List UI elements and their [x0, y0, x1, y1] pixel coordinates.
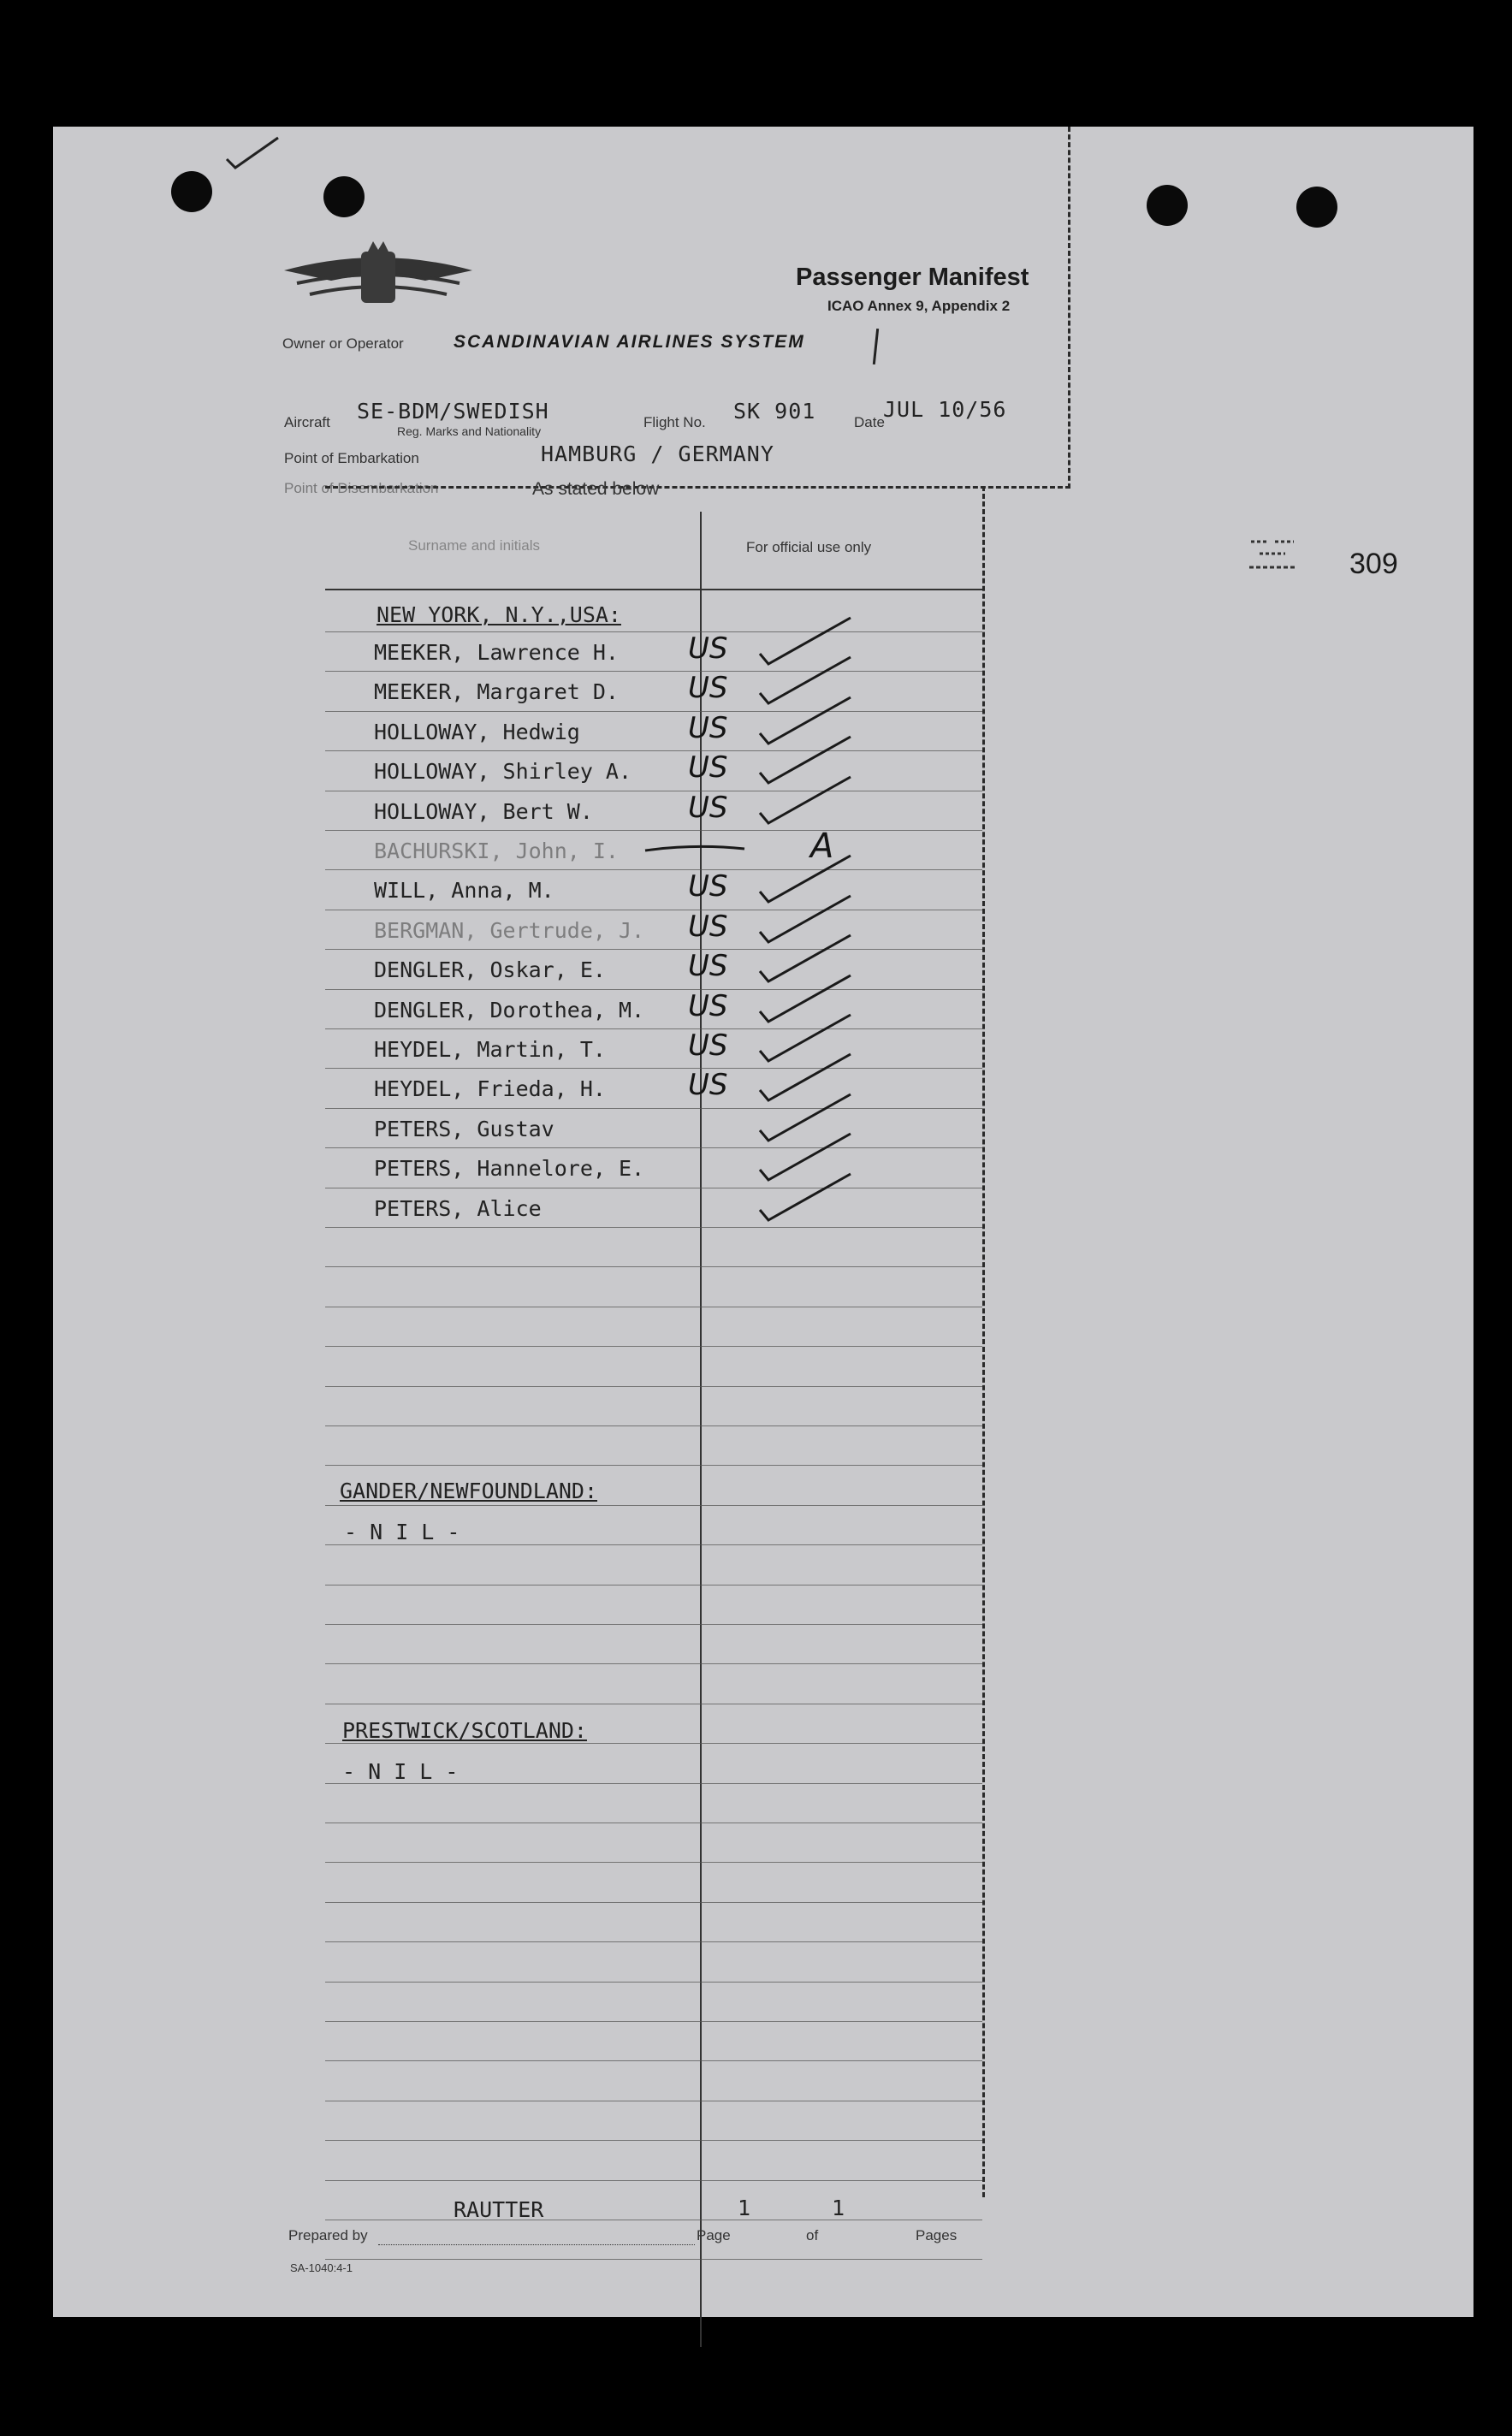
- check-mark: [756, 1171, 859, 1222]
- ruled-line: [325, 1028, 982, 1029]
- header-rule: [325, 589, 982, 590]
- ruled-line: [325, 2140, 982, 2141]
- aircraft-sublabel: Reg. Marks and Nationality: [397, 424, 542, 438]
- ruled-line: [325, 2060, 982, 2061]
- ruled-line: [325, 2180, 982, 2181]
- column-separator: [700, 512, 702, 2347]
- nationality-mark: US: [688, 790, 728, 825]
- ruled-line: [325, 2259, 982, 2260]
- punch-hole: [1147, 185, 1188, 226]
- manifest-title: Passenger Manifest: [796, 264, 1029, 291]
- ruled-line: [325, 1743, 982, 1744]
- page-label: Page: [697, 2227, 731, 2243]
- ruled-line: [325, 631, 982, 632]
- ruled-line: [325, 1624, 982, 1625]
- nationality-mark: US: [688, 1028, 728, 1063]
- ruled-line: [325, 1505, 982, 1506]
- ruled-line: [325, 1346, 982, 1347]
- passenger-name: BACHURSKI, John, I.: [374, 839, 619, 863]
- section-heading: NEW YORK, N.Y.,USA:: [377, 602, 621, 627]
- stamp-mark: [1242, 533, 1302, 584]
- col-header-surname: Surname and initials: [408, 537, 541, 554]
- passenger-name: HOLLOWAY, Shirley A.: [374, 759, 632, 785]
- disembark-label: Point of Disembarkation: [284, 480, 439, 496]
- flight-value: SK 901: [733, 399, 816, 424]
- ruled-line: [325, 1663, 982, 1664]
- ruled-line: [325, 949, 982, 950]
- ruled-line: [325, 750, 982, 751]
- annotation-mark: A: [810, 827, 834, 866]
- flight-label: Flight No.: [643, 414, 706, 430]
- ruled-line: [325, 1982, 982, 1983]
- nationality-mark: US: [688, 869, 728, 904]
- manifest-sheet: [53, 127, 1473, 2317]
- passenger-name: PETERS, Alice: [374, 1195, 542, 1221]
- of-label: of: [806, 2227, 819, 2243]
- passenger-name: HEYDEL, Frieda, H.: [374, 1076, 606, 1102]
- nationality-mark: US: [688, 949, 728, 984]
- nationality-mark: US: [688, 1068, 728, 1103]
- form-code: SA-1040:4-1: [290, 2261, 353, 2274]
- passenger-name: WILL, Anna, M.: [374, 878, 554, 904]
- passenger-name: PETERS, Gustav: [374, 1116, 554, 1141]
- passenger-name: DENGLER, Oskar, E.: [374, 957, 606, 983]
- nationality-mark: US: [688, 909, 728, 944]
- passenger-name: BERGMAN, Gertrude, J.: [374, 917, 645, 943]
- ruled-line: [325, 1386, 982, 1387]
- ruled-line: [325, 1068, 982, 1069]
- pages-label: Pages: [916, 2227, 958, 2243]
- ruled-line: [325, 1902, 982, 1903]
- corner-check-mark: [222, 133, 282, 176]
- date-value: JUL 10/56: [883, 397, 1007, 422]
- check-mark: [756, 773, 859, 825]
- embark-value: HAMBURG / GERMANY: [541, 442, 774, 466]
- nationality-mark: US: [688, 750, 728, 785]
- section-value: - N I L -: [342, 1759, 459, 1784]
- ruled-line: [325, 1266, 982, 1267]
- owner-label: Owner or Operator: [282, 335, 404, 352]
- page-number: 309: [1349, 548, 1398, 580]
- aircraft-label: Aircraft: [284, 414, 330, 430]
- passenger-name: DENGLER, Dorothea, M.: [374, 997, 645, 1022]
- punch-hole: [171, 171, 212, 212]
- dash-mark: [643, 840, 746, 857]
- prepared-by-label: Prepared by: [288, 2227, 368, 2243]
- nationality-mark: US: [688, 988, 728, 1023]
- ruled-line: [325, 1465, 982, 1466]
- ruled-line: [325, 2021, 982, 2022]
- passenger-name: MEEKER, Margaret D.: [374, 679, 619, 705]
- passenger-name: HOLLOWAY, Bert W.: [374, 798, 593, 824]
- section-heading: PRESTWICK/SCOTLAND:: [342, 1718, 587, 1743]
- nationality-mark: US: [688, 631, 728, 666]
- manifest-subtitle: ICAO Annex 9, Appendix 2: [827, 298, 1011, 314]
- airline-logo: [280, 236, 477, 317]
- nationality-mark: US: [688, 710, 728, 745]
- section-heading: GANDER/NEWFOUNDLAND:: [340, 1479, 598, 1503]
- ruled-line: [325, 1108, 982, 1109]
- prepared-line: [378, 2244, 695, 2245]
- section-value: - N I L -: [344, 1520, 460, 1544]
- prepared-by-value: RAUTTER: [454, 2197, 544, 2222]
- ruled-line: [325, 1862, 982, 1863]
- ruled-line: [325, 671, 982, 672]
- col-header-official: For official use only: [746, 539, 872, 555]
- punch-hole: [1296, 187, 1337, 228]
- embark-label: Point of Embarkation: [284, 450, 419, 466]
- disembark-value: As stated below: [532, 479, 660, 499]
- passenger-name: HEYDEL, Martin, T.: [374, 1037, 606, 1062]
- ruled-line: [325, 1227, 982, 1228]
- nationality-mark: US: [688, 671, 728, 706]
- passenger-name: HOLLOWAY, Hedwig: [374, 719, 580, 744]
- of-value: 1: [832, 2196, 845, 2220]
- ruled-line: [325, 989, 982, 990]
- owner-value: SCANDINAVIAN AIRLINES SYSTEM: [454, 332, 805, 352]
- ruled-line: [325, 1544, 982, 1545]
- ruled-line: [325, 869, 982, 870]
- passenger-name: PETERS, Hannelore, E.: [374, 1156, 645, 1182]
- ruled-line: [325, 1147, 982, 1148]
- ruled-line: [325, 711, 982, 712]
- ruled-line: [325, 1425, 982, 1426]
- ruled-line: [325, 1941, 982, 1942]
- aircraft-value: SE-BDM/SWEDISH: [357, 399, 549, 424]
- date-label: Date: [854, 414, 885, 430]
- passenger-name: MEEKER, Lawrence H.: [374, 640, 619, 665]
- page-value: 1: [738, 2196, 751, 2220]
- ruled-line: [325, 830, 982, 831]
